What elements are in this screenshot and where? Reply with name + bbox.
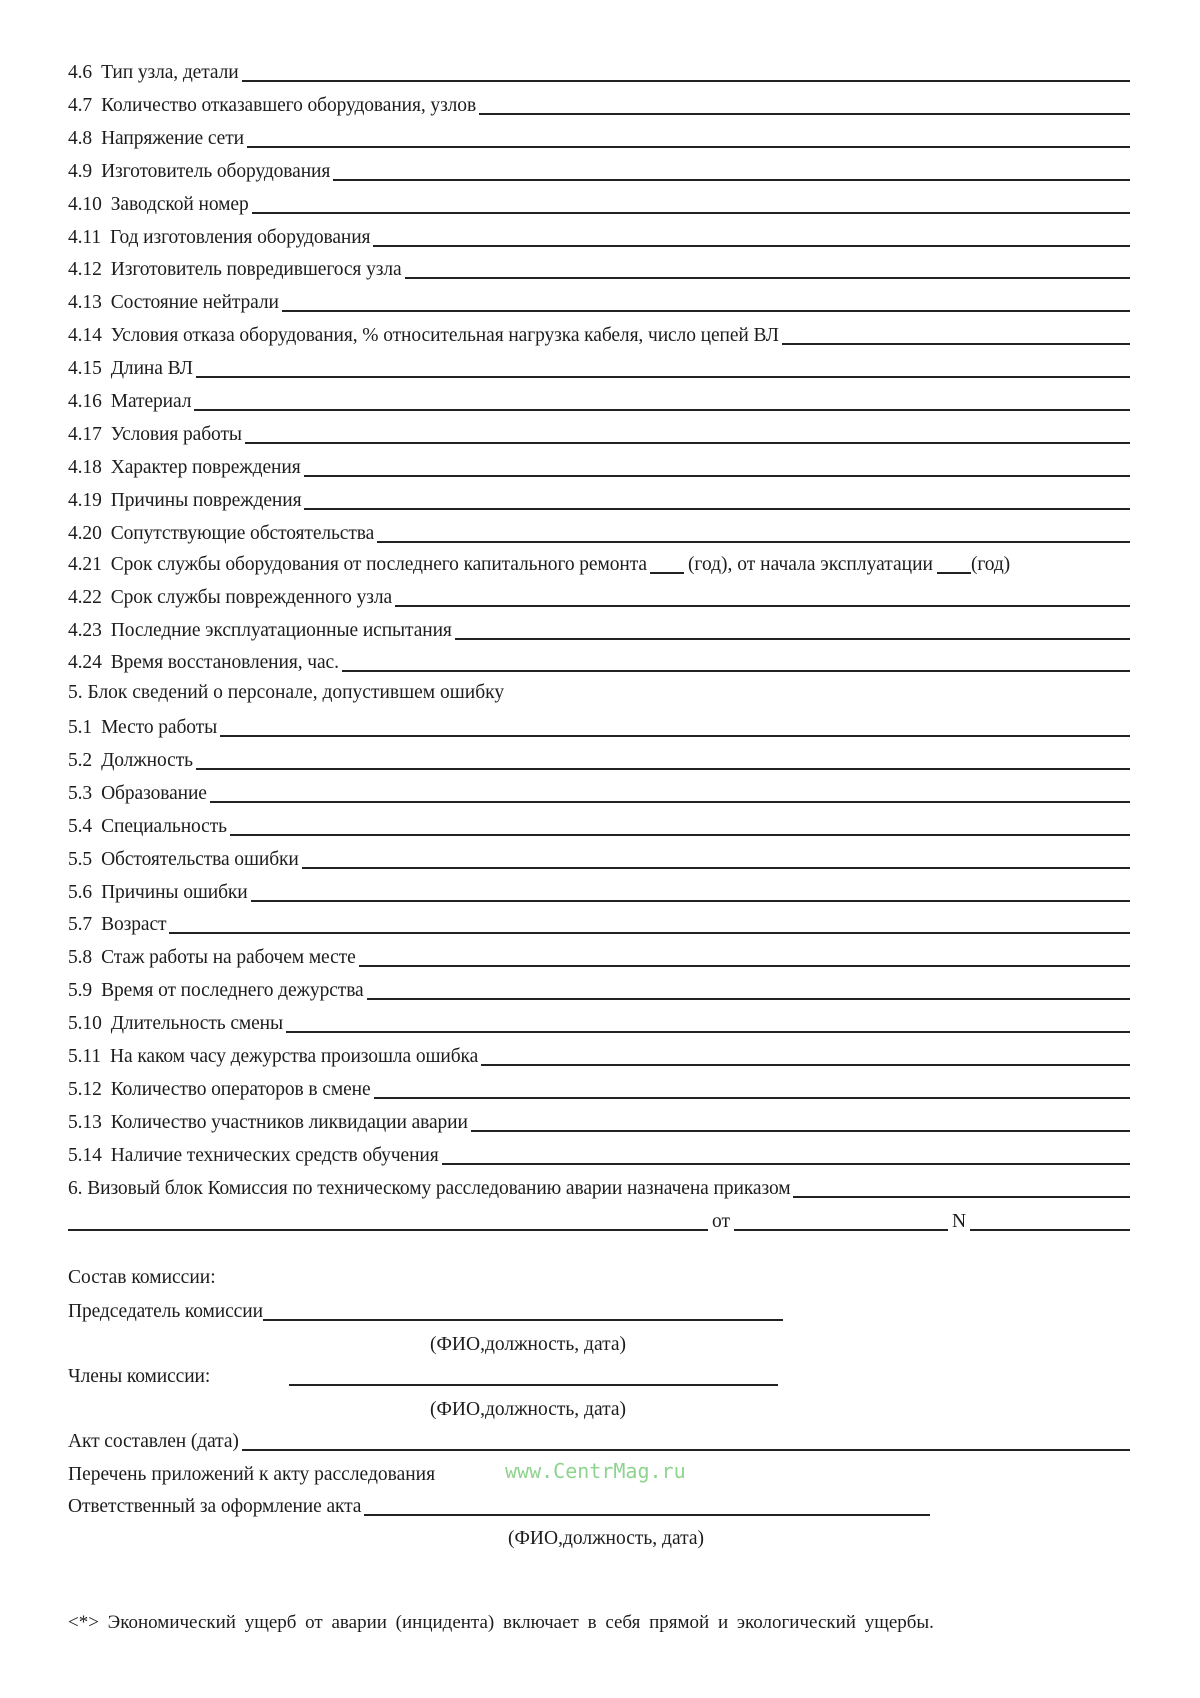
field-label: Сопутствующие обстоятельства: [110, 522, 375, 544]
footnote: <*> Экономический ущерб от аварии (инцидента) включает в себя прямой и экологический ущербы.: [68, 1612, 934, 1633]
field-input-line[interactable]: [377, 521, 1130, 543]
field-label: Заводской номер: [110, 193, 249, 215]
field-input-line[interactable]: [196, 356, 1130, 378]
members-label: Члены комиссии:: [68, 1366, 211, 1387]
field-input-line[interactable]: [302, 847, 1130, 869]
form-field-row: [68, 454, 1130, 480]
field-label: Количество операторов в смене: [110, 1078, 371, 1100]
field-input-line[interactable]: [196, 748, 1130, 770]
field-number: 4.20: [68, 522, 102, 544]
form-field-row: [68, 780, 1130, 806]
field-number: 5.1: [68, 717, 93, 738]
field-number: 5.14: [68, 1144, 102, 1166]
field-number: 4.13: [68, 292, 102, 314]
field-label: Количество отказавшего оборудования, узлов: [101, 94, 477, 116]
field-input-line[interactable]: [471, 1110, 1130, 1132]
field-number: 5.12: [68, 1078, 102, 1100]
field-number: 4.9: [68, 160, 93, 182]
form-field-row: [68, 714, 1130, 740]
field-input-line[interactable]: [230, 814, 1130, 836]
field-label: Условия работы: [110, 423, 242, 445]
form-field-row: [68, 421, 1130, 447]
field-input-line[interactable]: [210, 781, 1130, 803]
field-number: 4.17: [68, 423, 102, 445]
responsible-input[interactable]: [364, 1494, 930, 1516]
field-number: 5.11: [68, 1046, 102, 1067]
members-hint: (ФИО,должность, дата): [430, 1399, 627, 1420]
field-label: Характер повреждения: [110, 456, 301, 478]
form-field-row: [68, 747, 1130, 773]
field-number: 5.8: [68, 947, 93, 969]
form-field-row: [68, 92, 1130, 118]
field-input-line[interactable]: [286, 1011, 1130, 1033]
field-input-line[interactable]: [304, 455, 1130, 477]
field-label: Образование: [101, 782, 207, 804]
form-field-row: [68, 1109, 1130, 1135]
members-input[interactable]: [289, 1364, 778, 1386]
field-label: Время восстановления, час.: [110, 652, 339, 673]
field-input-line[interactable]: [481, 1044, 1130, 1066]
order-number-input[interactable]: [970, 1209, 1130, 1231]
commission-title: Состав комиссии:: [68, 1267, 216, 1288]
field-input-line[interactable]: [442, 1143, 1130, 1165]
act-date-label: Акт составлен (дата): [68, 1431, 239, 1452]
form-field-row: [68, 944, 1130, 970]
field-label: Причины ошибки: [101, 881, 248, 903]
form-field-row: [68, 125, 1130, 151]
years-since-repair-input[interactable]: [650, 552, 684, 574]
field-input-line[interactable]: [251, 880, 1130, 902]
field-input-line[interactable]: [245, 422, 1130, 444]
field-label: Срок службы поврежденного узла: [110, 587, 393, 608]
act-date-row: [68, 1428, 1130, 1454]
field-label: Напряжение сети: [101, 127, 244, 149]
field-input-line[interactable]: [304, 488, 1130, 510]
field-number: 5.6: [68, 881, 93, 903]
field-number: 4.22: [68, 587, 102, 608]
field-label: Последние эксплуатационные испытания: [110, 619, 452, 641]
responsible-row: [68, 1493, 930, 1519]
field-input-line[interactable]: [373, 225, 1130, 247]
field-input-line[interactable]: [367, 978, 1130, 1000]
attachments-label: Перечень приложений к акту расследования: [68, 1464, 436, 1485]
form-field-row: [68, 520, 1130, 546]
responsible-label: Ответственный за оформление акта: [68, 1496, 362, 1517]
field-number: 4.14: [68, 325, 102, 347]
field-label: Изготовитель повредившегося узла: [110, 259, 402, 281]
form-field-row: [68, 59, 1130, 85]
section-6-order-line2: [68, 1208, 1130, 1234]
from-label: от: [712, 1211, 731, 1232]
field-input-line[interactable]: [252, 192, 1130, 214]
form-field-row: [68, 355, 1130, 381]
field-label: Должность: [101, 749, 193, 771]
form-field-row: [68, 322, 1130, 348]
form-field-row: [68, 846, 1130, 872]
form-field-row: [68, 1043, 1130, 1069]
responsible-hint: (ФИО,должность, дата): [508, 1528, 705, 1549]
field-input-line[interactable]: [333, 159, 1130, 181]
field-label: Возраст: [101, 914, 167, 936]
field-label: Изготовитель оборудования: [101, 160, 331, 182]
form-field-row: [68, 1076, 1130, 1102]
field-label: Материал: [110, 391, 192, 412]
field-input-line[interactable]: [242, 60, 1130, 82]
form-field-row: [68, 649, 1130, 675]
field-label: На каком часу дежурства произошла ошибка: [110, 1046, 479, 1067]
form-field-row: [68, 388, 1130, 414]
field-label: Количество участников ликвидации аварии: [110, 1111, 468, 1133]
field-input-line[interactable]: [169, 912, 1130, 934]
form-field-row: [68, 191, 1130, 217]
form-field-row: [68, 977, 1130, 1003]
field-input-line[interactable]: [395, 585, 1130, 607]
field-label: Условия отказа оборудования, % относительная нагрузка кабеля, число цепей ВЛ: [110, 325, 779, 347]
field-input-line[interactable]: [455, 618, 1130, 640]
field-number: 5.5: [68, 848, 93, 870]
field-number: 4.15: [68, 358, 102, 380]
field-number: 5.9: [68, 980, 93, 1002]
field-label: Длительность смены: [110, 1013, 284, 1035]
field-input-line[interactable]: [220, 715, 1130, 737]
field-input-line[interactable]: [405, 257, 1130, 279]
field-label: Срок службы оборудования от последнего капитального ремонта: [110, 554, 647, 575]
field-number: 4.18: [68, 456, 102, 478]
form-field-row: [68, 224, 1130, 250]
field-number: 4.8: [68, 127, 93, 149]
field-input-line[interactable]: [194, 389, 1130, 411]
form-field-row: [68, 487, 1130, 513]
form-field-row: [68, 1142, 1130, 1168]
field-number: 5.10: [68, 1013, 102, 1035]
chair-hint: (ФИО,должность, дата): [430, 1334, 627, 1355]
field-input-line[interactable]: [479, 93, 1130, 115]
field-number: 4.7: [68, 94, 93, 116]
field-4-21: [68, 551, 1130, 577]
field-label: Тип узла, детали: [101, 62, 239, 83]
form-field-row: [68, 1010, 1130, 1036]
field-input-line[interactable]: [782, 323, 1130, 345]
field-label: Специальность: [101, 815, 227, 837]
field-input-line[interactable]: [247, 126, 1130, 148]
field-input-line[interactable]: [342, 650, 1130, 672]
section-6-order: [68, 1175, 1130, 1201]
form-field-row: [68, 617, 1130, 643]
field-label: Время от последнего дежурства: [101, 980, 364, 1002]
years-since-start-input[interactable]: [937, 552, 971, 574]
field-number: 4.23: [68, 619, 102, 641]
section-5-title: 5. Блок сведений о персонале, допустившем ошибку: [68, 682, 505, 703]
field-label: (год), от начала эксплуатации: [687, 554, 933, 575]
members-row: [68, 1363, 778, 1389]
chair-input[interactable]: [263, 1299, 783, 1321]
field-number: 4.12: [68, 259, 102, 281]
field-number: 5.2: [68, 749, 93, 771]
field-input-line[interactable]: [282, 290, 1130, 312]
form-field-row: [68, 256, 1130, 282]
number-label: N: [952, 1211, 967, 1232]
field-label: Год изготовления оборудования: [110, 226, 371, 248]
watermark: www.CentrMag.ru: [505, 1459, 686, 1483]
form-field-row: [68, 289, 1130, 315]
field-number: 4.21: [68, 554, 102, 575]
form-field-row: [68, 813, 1130, 839]
chair-label: Председатель комиссии: [68, 1301, 263, 1322]
order-date-input[interactable]: [734, 1209, 948, 1231]
form-field-row: [68, 584, 1130, 610]
field-number: 4.11: [68, 226, 102, 248]
field-input-line[interactable]: [359, 945, 1130, 967]
field-number: 5.7: [68, 914, 93, 936]
field-input-line[interactable]: [374, 1077, 1130, 1099]
form-field-row: [68, 158, 1130, 184]
field-number: 4.19: [68, 489, 102, 511]
field-number: 4.24: [68, 652, 102, 673]
chair-row: [68, 1298, 783, 1324]
field-number: 5.3: [68, 782, 93, 804]
field-label: Состояние нейтрали: [110, 292, 279, 314]
field-label: Обстоятельства ошибки: [101, 848, 299, 870]
field-number: 4.10: [68, 193, 102, 215]
section-6-label: 6. Визовый блок Комиссия по техническому расследованию аварии назначена приказом: [68, 1178, 791, 1199]
field-label: Причины повреждения: [110, 489, 302, 511]
field-label: Длина ВЛ: [110, 358, 193, 380]
field-label: Наличие технических средств обучения: [110, 1144, 439, 1166]
form-field-row: [68, 879, 1130, 905]
field-label: Место работы: [101, 717, 218, 738]
field-number: 4.6: [68, 62, 93, 83]
field-label: (год): [970, 554, 1011, 575]
order-name-input[interactable]: [68, 1209, 708, 1231]
field-number: 4.16: [68, 391, 102, 412]
form-field-row: [68, 911, 1130, 937]
act-date-input[interactable]: [242, 1429, 1130, 1451]
field-label: Стаж работы на рабочем месте: [101, 947, 356, 969]
field-number: 5.13: [68, 1111, 102, 1133]
field-number: 5.4: [68, 815, 93, 837]
order-input[interactable]: [793, 1176, 1130, 1198]
